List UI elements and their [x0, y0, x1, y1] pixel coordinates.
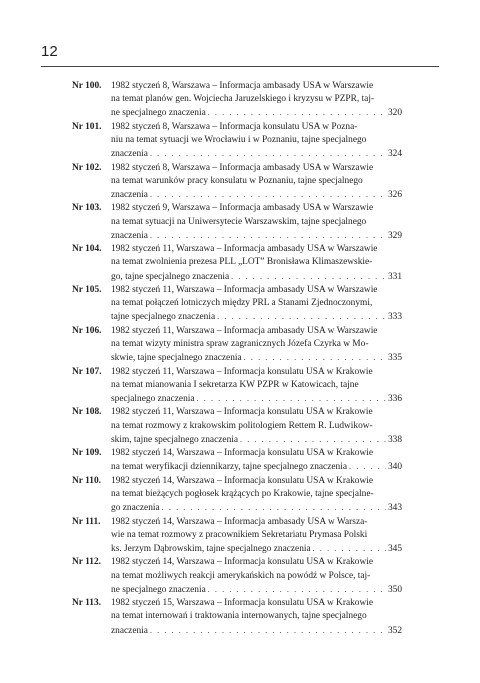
- entry-text-line: znaczenia: [111, 230, 148, 241]
- toc-entry[interactable]: [72, 202, 402, 243]
- entry-number: Nr 109.: [72, 448, 102, 459]
- entry-number: Nr 110.: [72, 475, 101, 486]
- entry-number: Nr 112.: [72, 557, 101, 568]
- toc-entry[interactable]: [72, 406, 402, 447]
- page-number: 12: [41, 43, 58, 60]
- entry-text-line: na temat bieżących pogłosek krążących po Krakowie, tajne specjalne-: [111, 488, 374, 499]
- page-ref[interactable]: 320: [387, 108, 402, 119]
- dot-leader: [217, 310, 386, 323]
- toc-entry[interactable]: [72, 516, 402, 557]
- entry-text-line: wie na temat rozmowy z pracownikiem Sekretariatu Prymasa Polski: [111, 529, 368, 540]
- entry-text-line: 1982 styczeń 9, Warszawa – Informacja ambasady USA w Warszawie: [111, 203, 374, 214]
- entry-text-line: 1982 styczeń 11, Warszawa – Informacja ambasady USA w Warszawie: [111, 244, 378, 255]
- entry-number: Nr 101.: [72, 121, 102, 132]
- dot-leader: [231, 270, 386, 283]
- entry-text-line: na temat połączeń lotniczych między PRL a Stanami Zjednoczonymi,: [111, 298, 373, 309]
- entry-text-line: na temat mianowania I sekretarza KW PZPR w Katowicach, tajne: [111, 379, 359, 390]
- toc-entry[interactable]: [72, 325, 402, 366]
- header-rule: [41, 66, 439, 67]
- entry-text-line: go, tajne specjalnego znaczenia: [111, 271, 230, 282]
- entry-text-line: znaczenia: [111, 625, 148, 636]
- entry-text-line: na temat internowań i traktowania internowanych, tajne specjalnego: [111, 611, 367, 622]
- entry-number: Nr 104.: [72, 244, 102, 255]
- entry-text-line: 1982 styczeń 8, Warszawa – Informacja konsulatu USA w Pozna-: [111, 121, 358, 132]
- dot-leader: [150, 624, 386, 637]
- entry-last-line: [111, 460, 402, 474]
- toc-entry[interactable]: [72, 162, 402, 203]
- toc-entry[interactable]: [72, 475, 402, 516]
- entry-last-line: [111, 392, 402, 406]
- dot-leader: [162, 501, 386, 514]
- entry-text-line: 1982 styczeń 14, Warszawa – Informacja konsulatu USA w Krakowie: [111, 475, 374, 486]
- entry-text-line: 1982 styczeń 11, Warszawa – Informacja konsulatu USA w Krakowie: [111, 407, 373, 418]
- page-ref[interactable]: 340: [387, 462, 402, 473]
- entry-number: Nr 105.: [72, 284, 102, 295]
- entry-last-line: [111, 229, 402, 243]
- entry-last-line: [111, 106, 402, 120]
- entry-text-line: znaczenia: [111, 149, 148, 160]
- toc-entry[interactable]: [72, 284, 402, 325]
- page-ref[interactable]: 335: [387, 353, 402, 364]
- toc-entry[interactable]: [72, 597, 402, 638]
- toc-entry[interactable]: [72, 556, 402, 597]
- toc-entry[interactable]: [72, 80, 402, 121]
- entry-last-line: [111, 542, 402, 556]
- page-ref[interactable]: 336: [387, 393, 402, 404]
- page-ref[interactable]: 343: [387, 503, 402, 514]
- entry-last-line: [111, 270, 402, 284]
- dot-leader: [240, 433, 386, 446]
- entry-text-line: ks. Jerzym Dąbrowskim, tajne specjalnego znaczenia: [111, 543, 311, 554]
- entry-number: Nr 107.: [72, 366, 102, 377]
- dot-leader: [150, 188, 386, 201]
- toc-entry[interactable]: [72, 121, 402, 162]
- page-ref[interactable]: 352: [387, 625, 402, 636]
- entry-number: Nr 111.: [72, 516, 101, 527]
- entry-last-line: [111, 147, 402, 161]
- entry-last-line: [111, 351, 402, 365]
- entry-text-line: znaczenia: [111, 190, 148, 200]
- page-ref[interactable]: 329: [387, 230, 402, 241]
- entry-text-line: 1982 styczeń 11, Warszawa – Informacja ambasady USA w Warszawie: [111, 284, 378, 295]
- entry-number: Nr 113.: [72, 598, 101, 609]
- entry-text-line: 1982 styczeń 8, Warszawa – Informacja ambasady USA w Warszawie: [111, 162, 374, 173]
- entry-number: Nr 108.: [72, 407, 102, 418]
- entry-number: Nr 102.: [72, 162, 102, 173]
- dot-leader: [313, 542, 386, 555]
- entry-last-line: [111, 310, 402, 324]
- entry-text-line: na temat weryfikacji dziennikarzy, tajne specjalnego znaczenia: [111, 462, 347, 473]
- entry-number: Nr 106.: [72, 325, 102, 336]
- entry-text-line: 1982 styczeń 11, Warszawa – Informacja konsulatu USA w Krakowie: [111, 366, 373, 377]
- entry-text-line: na temat wizyty ministra spraw zagranicznych Józefa Czyrka w Mo-: [111, 338, 369, 349]
- entry-text-line: tajne specjalnego znaczenia: [111, 312, 216, 323]
- dot-leader: [208, 583, 386, 596]
- entry-last-line: [111, 624, 402, 638]
- entry-text-line: 1982 styczeń 14, Warszawa – Informacja konsulatu USA w Krakowie: [111, 557, 374, 568]
- page-ref[interactable]: 331: [387, 271, 402, 282]
- entry-last-line: [111, 501, 402, 515]
- toc-entry[interactable]: [72, 366, 402, 407]
- toc-entry[interactable]: [72, 243, 402, 284]
- entry-text-line: na temat rozmowy z krakowskim politologiem Rettem R. Ludwikow-: [111, 420, 373, 431]
- dot-leader: [349, 460, 386, 473]
- page-ref[interactable]: 324: [387, 149, 402, 160]
- entry-text-line: 1982 styczeń 15, Warszawa – Informacja konsulatu USA w Krakowie: [111, 598, 374, 609]
- entry-text-line: na temat planów gen. Wojciecha Jaruzelskiego i kryzysu w PZPR, taj-: [111, 94, 375, 105]
- entry-last-line: [111, 188, 402, 202]
- page-ref[interactable]: 326: [387, 190, 402, 200]
- entry-text-line: na temat zwolnienia prezesa PLL „LOT” Bronisława Klimaszewskie-: [111, 257, 373, 268]
- entry-text-line: 1982 styczeń 11, Warszawa – Informacja ambasady USA w Warszawie: [111, 325, 378, 336]
- dot-leader: [150, 147, 386, 160]
- page-ref[interactable]: 350: [387, 584, 402, 595]
- entry-text-line: na temat sytuacji na Uniwersytecie Warszawskim, tajne specjalnego: [111, 216, 367, 227]
- dot-leader: [150, 229, 386, 242]
- entry-text-line: na temat możliwych reakcji amerykańskich na powódź w Polsce, taj-: [111, 570, 371, 581]
- entry-text-line: 1982 styczeń 8, Warszawa – Informacja ambasady USA w Warszawie: [111, 81, 374, 91]
- entry-last-line: [111, 583, 402, 597]
- page-ref[interactable]: 333: [387, 312, 402, 323]
- entry-text-line: specjalnego znaczenia: [111, 393, 195, 404]
- entry-text-line: ne specjalnego znaczenia: [111, 108, 206, 119]
- entry-number: Nr 103.: [72, 203, 102, 214]
- dot-leader: [244, 351, 386, 364]
- entry-number: Nr 100.: [72, 81, 102, 91]
- dot-leader: [208, 106, 386, 119]
- page-ref[interactable]: 345: [387, 543, 402, 554]
- entry-text-line: na temat warunków pracy konsulatu w Poznaniu, tajne specjalnego: [111, 175, 363, 186]
- page-ref[interactable]: 338: [387, 434, 402, 445]
- entry-text-line: niu na temat sytuacji we Wrocławiu i w Poznaniu, tajne specjalnego: [111, 135, 367, 145]
- entry-text-line: skim, tajne specjalnego znaczenia: [111, 434, 239, 445]
- entry-text-line: ne specjalnego znaczenia: [111, 584, 206, 595]
- entry-text-line: skwie, tajne specjalnego znaczenia: [111, 353, 242, 364]
- dot-leader: [197, 392, 386, 405]
- toc-entry[interactable]: [72, 447, 402, 474]
- entry-last-line: [111, 433, 402, 447]
- entry-text-line: go znaczenia: [111, 503, 160, 514]
- entry-text-line: 1982 styczeń 14, Warszawa – Informacja konsulatu USA w Krakowie: [111, 448, 374, 459]
- table-of-contents: [72, 80, 402, 638]
- entry-text-line: 1982 styczeń 14, Warszawa – Informacja ambasady USA w Warsza-: [111, 516, 368, 527]
